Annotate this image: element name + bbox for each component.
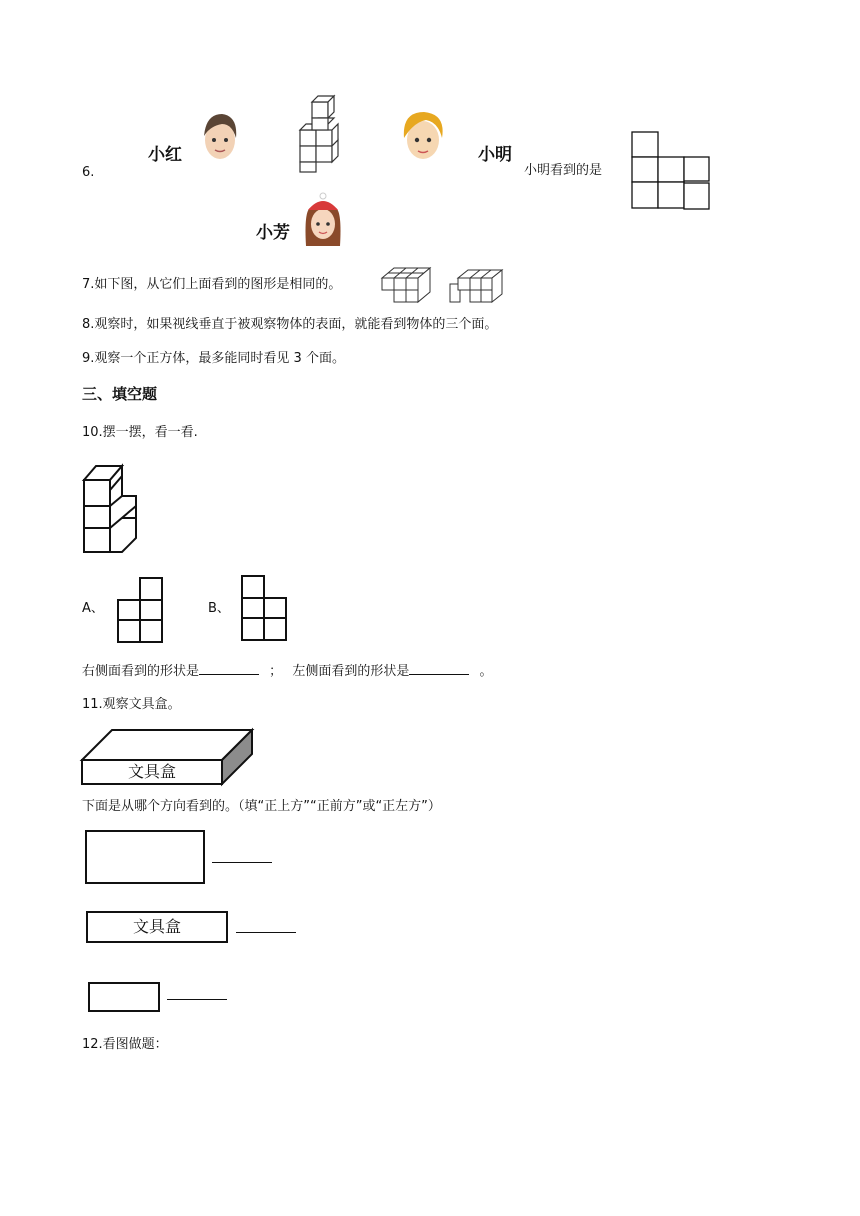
view-3-shape [88, 982, 160, 1012]
view-2-blank[interactable] [236, 918, 296, 933]
q8-text: 8.观察时，如果视线垂直于被观察物体的表面，就能看到物体的三个面。 [82, 317, 498, 332]
q7-text: 7.如下图，从它们上面看到的图形是相同的。 [82, 277, 342, 292]
q10-prompts [82, 663, 492, 681]
q6-number: 6. [82, 165, 95, 180]
prompt-right: 右侧面看到的形状是 [82, 664, 200, 679]
q10-option-b-shape[interactable] [238, 570, 296, 646]
section-title: 三、填空题 [82, 385, 158, 403]
q6-statement: 小明看到的是 [524, 163, 603, 178]
q10-cube-stack [82, 462, 142, 554]
view-1-shape [85, 830, 205, 884]
separator: ； [269, 664, 283, 679]
q9-text: 9.观察一个正方体，最多能同时看见 3 个面。 [82, 351, 345, 366]
name-xiaofang: 小芳 [256, 223, 290, 243]
q10-option-a-shape[interactable] [114, 570, 168, 646]
q6-cube-stack [296, 94, 342, 176]
q6-view-shape [630, 131, 712, 211]
q10-option-a-label: A、 [82, 601, 104, 616]
xiaoming-avatar [398, 110, 448, 164]
q7-figure-2 [448, 266, 506, 306]
blank-left[interactable] [409, 674, 469, 675]
q10-option-b-label: B、 [208, 601, 230, 616]
q7-figure-1 [380, 264, 432, 304]
name-xiaohong: 小红 [148, 145, 182, 165]
q11-instruction: 下面是从哪个方向看到的。（填“正上方”“正前方”或“正左方”） [82, 799, 441, 814]
q11-text: 11.观察文具盒。 [82, 697, 181, 712]
view-3-blank[interactable] [167, 985, 227, 1000]
xiaofang-avatar [302, 192, 344, 250]
blank-right[interactable] [199, 674, 259, 675]
xiaohong-avatar [196, 110, 244, 164]
end-mark: 。 [479, 664, 493, 679]
pencil-box-label: 文具盒 [127, 762, 176, 781]
prompt-left: 左侧面看到的形状是 [292, 664, 410, 679]
view-2-shape: 文具盒 [86, 911, 228, 943]
q10-text: 10.摆一摆，看一看. [82, 425, 198, 440]
pencil-box-3d [80, 728, 256, 786]
name-xiaoming: 小明 [478, 145, 512, 165]
view-1-blank[interactable] [212, 848, 272, 863]
q12-text: 12.看图做题： [82, 1037, 168, 1052]
